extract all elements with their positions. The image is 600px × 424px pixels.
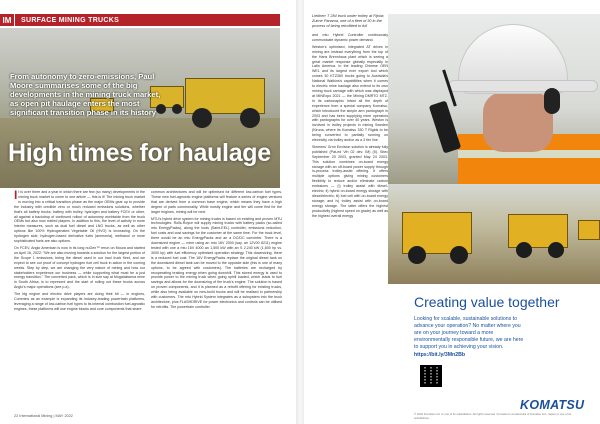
paragraph: It is over three and a year in which there are few (so many) developments in the mining truck market to come to one article — this is it! The mining truck market is moving into a critical transition phase as the major OEMs gear up to provide the industry with credible zero or much reduced emissions solutions, whether that's all battery trucks, battery with trolley, hydrogen and battery FCEV or other, all against a backdrop of continued rollout of autonomy worldwide from the truck OEMs but also now mixfed players. In addition to this, the level of activity in more interim measures, such as dual fuel diesel and LNG trucks, as well as other options like 100% Hydrogenated Vegetable Oil (HVO) is increasing. On the hydrogen side, hydrogen-based derivative fuels (ammonia), methanol or more sophisticated fuels are also options. [14, 188, 145, 244]
photo-caption: Liebherr T 284 truck under trolley at Fijnba Zuirne Panama, one of a fleet of 30 in the process of being retrofitted to full [312, 14, 384, 28]
truck-wheel [240, 108, 260, 128]
qr-code-icon[interactable] [420, 365, 442, 387]
page-footer: 22 International Mining | MAY 2022 [14, 414, 73, 418]
article-headline: High times for haulage [8, 139, 271, 167]
ad-worker-photo [388, 14, 600, 184]
paragraph: and mtu Hybrid Controller continuously communicate dynamic power demand. [312, 33, 388, 42]
truck-wheel [172, 104, 182, 114]
ad-subtitle: Looking for scalable, sustainable solutions to advance your operation? No matter where you are on your journey toward a more environmentally responsible future, we are here to support you in achieving your vision. [414, 316, 524, 350]
truck-wheel [548, 242, 564, 258]
section-label: SURFACE MINING TRUCKS [15, 14, 280, 26]
truck-wheel [408, 246, 426, 264]
paragraph: Siemens' Grnn Envision solution is already fully published (Pat-ed Vih 02 dev. IM) (5). Sitec September 20 2003, granted May 24 2003. This solution combines on-board energy storage with an off-board power supply through in-process trolley-assist offering. It offers multiple options giving mining customers flexibility to reduce and/or eliminate carbon emissions — (i) trolley assist with diesel-electric; ii) hybrid on-board energy storage with diesel/electric; iii) fuel cell with on-board energy storage; and iv) trolley assist with on-board energy storage. The latter offers the highest productivity (highest speed on grade) as well as the highest overall energy [312, 144, 388, 218]
ad-title: Creating value together [414, 294, 560, 310]
article-column-1 [14, 190, 145, 314]
paragraph: The big engine and electric drive players are doing their bit — in engines, Cummins as an example is expanding its industry-leading powertrain platforms, leveraging a range of low-carbon fuel types to its internal combustion fuel-agnostic engines, these platforms will use engine blocks and core components that share [14, 292, 145, 311]
worker-face [483, 92, 553, 152]
article-column-2 [151, 190, 282, 314]
haul-truck-icon [578, 220, 600, 240]
paragraph: common architectures and will be optimised for different low-carbon fuel types. These new fuel-agnostic engine platforms will feature a series of engine versions that are derived from a common base engine, which means they have a high degree of parts commonality. While mostly engine and tier will come first for the larger engines, mining will be next. [151, 190, 282, 214]
komatsu-logo: KOMATSU [520, 398, 585, 412]
paragraph: Weston's optimised, integrated AT drives in mining are instead everything from the top of the Hans Brennhaus plant which is seeing a great market response globally especially in Latin America. In the leading Chinese OEN WEL and its largest ever export tool which comes 30 KTZ360 trucks going to Australia's National Watkins's capabilities when it comes to electric mine haulage also extend to its own mining truck carnage with which was displayed at MINExpo 2021 — the Mining DMRTO MTZ. In its carbonaphic infant all the depth of experience from a special company Komatsu, which introduced the simple arm pantograph in 2003 and has been supplying mine operators with pantographs for over 40 years. Weston is involved in trolley projects in mining Sweden (Kiruna, where its Komatsu 330 T Rigids to be being converted to partially running on electricity via trolley and/or as a 3 tier line. [312, 44, 388, 143]
truck-wheel [450, 246, 468, 264]
truck-wheel [516, 242, 532, 258]
left-page [0, 0, 296, 424]
ad-link[interactable]: https://bit.ly/3Mn2Bb [414, 352, 466, 358]
ad-footnote: © 2022 Komatsu Ltd. or one of its subsidiaries. All rights reserved. Komatsu is a trademark of Komatsu Ltd., Japan or one of its subsidiaries. [414, 412, 572, 420]
truck-wheel [192, 108, 212, 128]
page-gutter [296, 0, 304, 424]
magazine-logo: IM [0, 14, 14, 26]
section-header [0, 14, 280, 26]
article-column-3 [312, 33, 388, 219]
article-continuation [312, 14, 388, 221]
paragraph: MTU's hybrid drive system for mining trucks is based on existing and proven MTU technologies. Rolls-Royce will supply mining trucks with battery packs (so-called mtu EnergyPacks), along the tools (Saint-EEL) controller, emissions reduction, fuel costs and cost savings for the customer at the same time. For the truck level, there would be an mtu EnergyPacks and an a DC/DC converter. There is a downsized engine — mine using an mtu 16V 2000 (say, an 12V00 8211) engine tested with one a mtu 16V 4000 an 1,500 kW with an S 2,240 kW (1,600 hp vs. 3000 hp) with fuel efficiency optimised operation strategy. This downsizing, there is a reduced fuel cost. The 16V EnergyPacks replace the original diesel tank on the downsized diesel tank can be moved to the opposite side (this is one of many options, to be agreed with customers). The batteries are recharged by recuperating braking energy when going downhill. This stored energy is used to provide power to the mining truck when going uphill loaded, which leads to fuel savings and allows for the downsizing of the truck's engine. The solution is based on proven components, and it is planned as a retrofit offering for existing trucks, while also being available on new-build trucks and will be realised in partnership with customers. The mtu Hybrid System integrates as a subsystem into the truck architecture, plus FLASHDRIVE for power electronics and controls can be utilised for retrofits. The powertrain controller [151, 216, 282, 309]
standfirst: From autonomy to zero-emissions, Paul Moore summarises some of the big developments in the mining truck market, as open pit haulage enters the most significant transition phase in its history [10, 72, 161, 117]
dropcap: I [14, 188, 18, 202]
ad-trucks-photo [388, 184, 600, 284]
paragraph: On FCEV, Anglo American is now in its long nuGen™ rerun on Moura and started on April 16, 2022: "We are also moving towards a solution for the largest portion of the Scope 1 emissions, being the diesel used in our haul truck fleet, and we expect to see our proof of concept hydrogen fuel cell truck in action in the coming weeks. Step by step, we are changing the very nature of mining and how our stakeholders experience our business — while supporting what must be a just energy transition." The converted pack, which is in size say at Mogalakwena mine in South Africa, is to represent and the start of rolling out these trucks across Anglo's major operations (see p.a). [14, 245, 145, 290]
right-page [304, 0, 600, 424]
article-body [14, 190, 282, 314]
radio-icon [429, 100, 462, 153]
hard-hat-brim [448, 80, 598, 92]
headset-icon [544, 88, 560, 114]
ad-copy [414, 294, 600, 358]
